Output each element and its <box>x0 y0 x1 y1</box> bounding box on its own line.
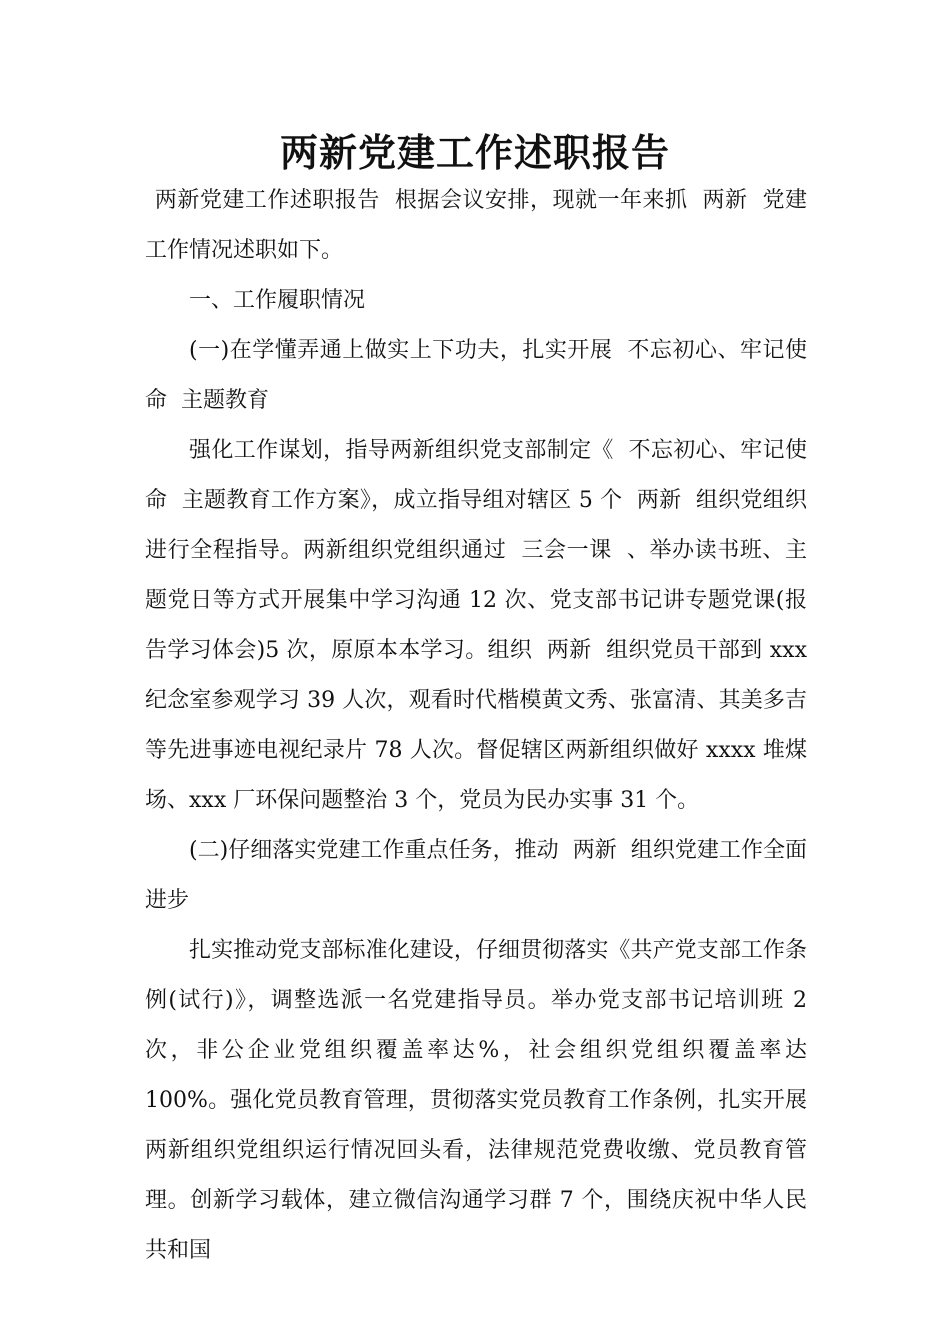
body-paragraph-1: 强化工作谋划，指导两新组织党支部制定《 不忘初心、牢记使命 主题教育工作方案》，成立指导组对辖区 5 个 两新 组织党组织进行全程指导。两新组织党组织通过 三会一课 、举办读书班、主题党日等方式开展集中学习沟通 12 次、党支部书记讲专题党课(报告学习体会)5 次，原原本本学习。组织 两新 组织党员干部到 xxx 纪念室参观学习 39 人次，观看时代楷模黄文秀、张富清、其美多吉等先进事迹电视纪录片 78 人次。督促辖区两新组织做好 xxxx 堆煤场、xxx 厂环保问题整治 3 个，党员为民办实事 31 个。 <box>145 438 814 813</box>
subsection-heading-1: (一)在学懂弄通上做实上下功夫，扎实开展 不忘初心、牢记使命 主题教育 <box>145 338 807 413</box>
subsection-heading-2: (二)仔细落实党建工作重点任务，推动 两新 组织党建工作全面进步 <box>145 838 807 913</box>
document-body <box>145 176 814 1276</box>
document-title: 两新党建工作述职报告 <box>279 130 670 175</box>
intro-paragraph: 两新党建工作述职报告 根据会议安排，现就一年来抓 两新 党建工作情况述职如下。 <box>145 188 807 263</box>
body-paragraph-2: 扎实推动党支部标准化建设，仔细贯彻落实《共产党支部工作条例(试行)》，调整选派一名党建指导员。举办党支部书记培训班 2 次，非公企业党组织覆盖率达%，社会组织党组织覆盖率达 100%。强化党员教育管理，贯彻落实党员教育工作条例，扎实开展两新组织党组织运行情况回头看，法律规范党费收缴、党员教育管理。创新学习载体，建立微信沟通学习群 7 个，围绕庆祝中华人民共和国 <box>145 938 814 1263</box>
section-heading-1: 一、工作履职情况 <box>189 288 366 313</box>
